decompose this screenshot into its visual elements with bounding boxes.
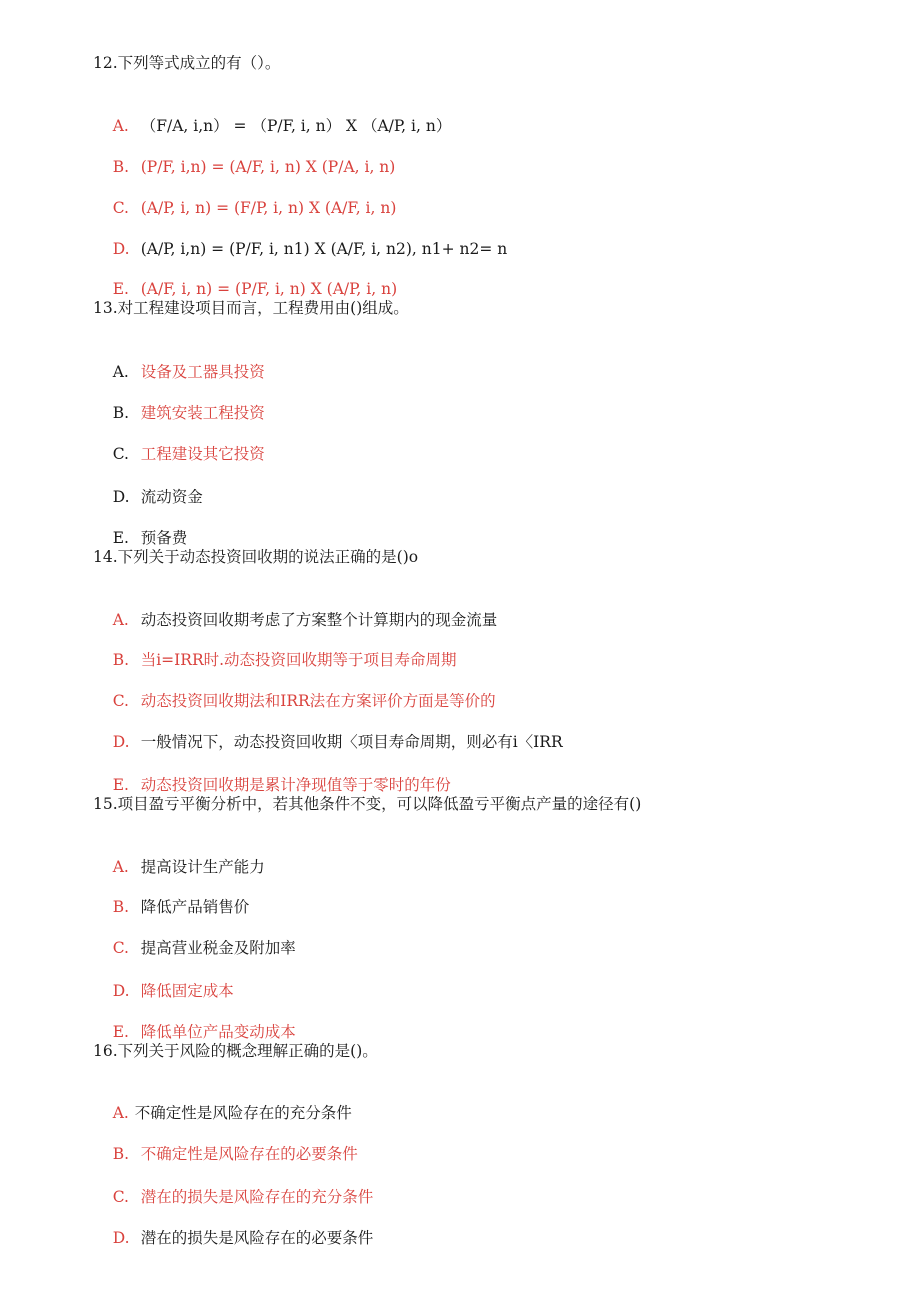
option-text: 预备费 [140, 529, 188, 547]
question-12-stem: 12.下列等式成立的有（）。 [93, 54, 281, 72]
option-text: 流动资金 [140, 488, 203, 506]
option-label: C. [112, 692, 129, 710]
option-text: 降低固定成本 [140, 982, 234, 1000]
option-text: 不确定性是风险存在的充分条件 [134, 1104, 352, 1122]
option-text: 动态投资回收期考虑了方案整个计算期内的现金流量 [140, 611, 498, 629]
option-label: B. [112, 158, 130, 176]
option-text: 动态投资回收期是累计净现值等于零时的年份 [140, 776, 451, 794]
option-label: A. [112, 611, 129, 629]
option-text: 潜在的损失是风险存在的必要条件 [140, 1229, 374, 1247]
option-label: A. [112, 1104, 129, 1122]
option-label: A. [112, 363, 129, 381]
option-text: 工程建设其它投资 [140, 445, 265, 463]
question-16-stem: 16.下列关于风险的概念理解正确的是()。 [93, 1042, 378, 1060]
option-text: (A/P, i,n) = (P/F, i, n1) X (A/F, i, n2), n1+ n2= n [140, 240, 508, 258]
option-text: 降低单位产品变动成本 [140, 1023, 296, 1041]
option-text: 提高设计生产能力 [140, 858, 265, 876]
option-text: 潜在的损失是风险存在的充分条件 [140, 1188, 374, 1206]
option-text: (A/P, i, n) = (F/P, i, n) X (A/F, i, n) [140, 199, 397, 217]
option-label: B. [112, 651, 130, 669]
option-text: (P/F, i,n) = (A/F, i, n) X (P/A, i, n) [140, 158, 396, 176]
question-13-stem: 13.对工程建设项目而言，工程费用由()组成。 [93, 299, 409, 317]
option-text: 建筑安装工程投资 [140, 404, 265, 422]
option-text: 当i=IRR时.动态投资回收期等于项目寿命周期 [140, 651, 457, 669]
option-label: C. [112, 445, 129, 463]
option-text: 提高营业税金及附加率 [140, 939, 296, 957]
option-label: D. [112, 733, 130, 751]
option-label: A. [112, 858, 129, 876]
option-label: E. [112, 1023, 129, 1041]
option-label: D. [112, 982, 130, 1000]
question-16-option-d [93, 1205, 373, 1271]
option-label: C. [112, 1188, 129, 1206]
option-label: D. [112, 240, 130, 258]
option-text: 降低产品销售价 [140, 898, 250, 916]
option-label: B. [112, 1145, 130, 1163]
option-text: 不确定性是风险存在的必要条件 [140, 1145, 358, 1163]
option-label: B. [112, 898, 130, 916]
option-label: A. [112, 117, 129, 135]
option-text: （F/A, i,n） = （P/F, i, n） X （A/P, i, n） [140, 117, 452, 135]
option-label: C. [112, 199, 129, 217]
option-text: 动态投资回收期法和IRR法在方案评价方面是等价的 [140, 692, 496, 710]
option-text: (A/F, i, n) = (P/F, i, n) X (A/P, i, n) [140, 280, 398, 298]
option-label: D. [112, 1229, 130, 1247]
option-label: E. [112, 776, 129, 794]
option-label: E. [112, 280, 129, 298]
option-label: D. [112, 488, 130, 506]
option-label: E. [112, 529, 129, 547]
option-label: B. [112, 404, 130, 422]
option-text: 一般情况下，动态投资回收期〈项目寿命周期，则必有i〈IRR [140, 733, 563, 751]
option-text: 设备及工器具投资 [140, 363, 265, 381]
option-label: C. [112, 939, 129, 957]
question-15-stem: 15.项目盈亏平衡分析中，若其他条件不变，可以降低盈亏平衡点产量的途径有() [93, 795, 642, 813]
question-14-stem: 14.下列关于动态投资回收期的说法正确的是()o [93, 548, 419, 566]
